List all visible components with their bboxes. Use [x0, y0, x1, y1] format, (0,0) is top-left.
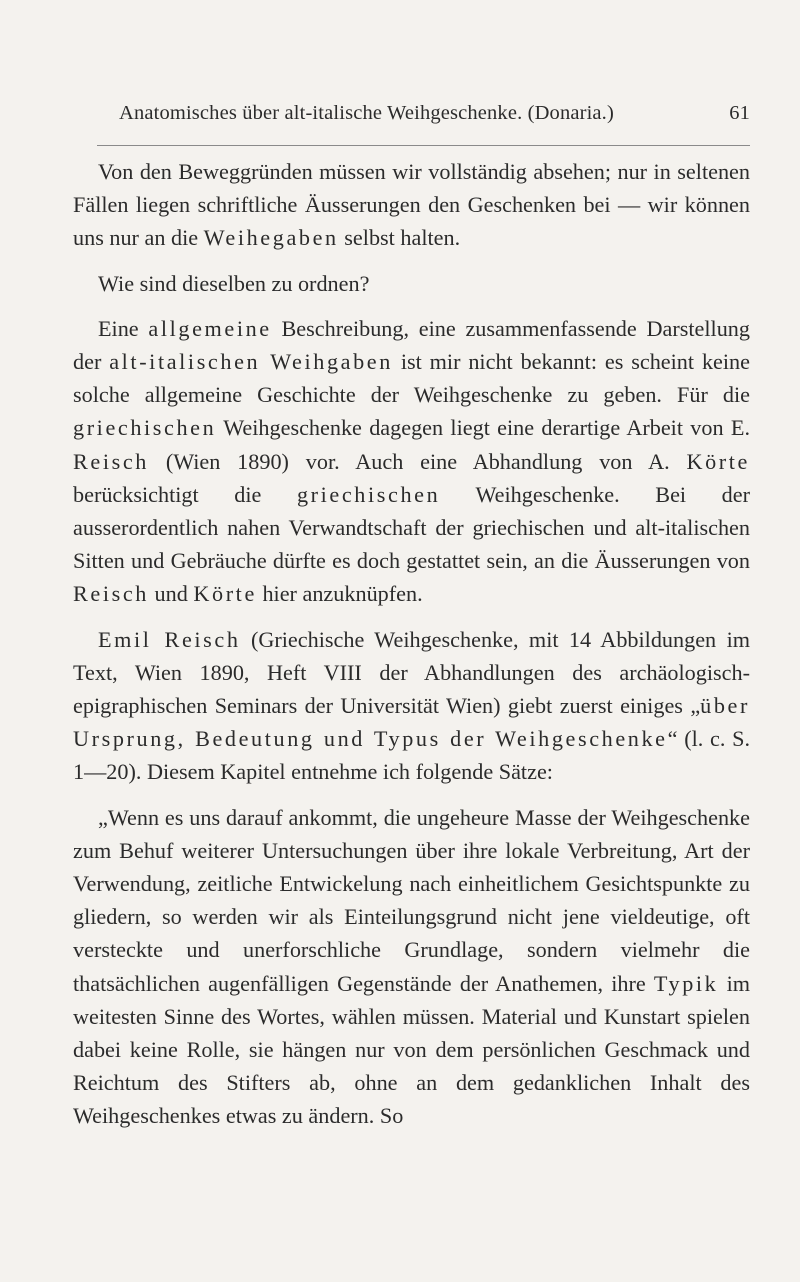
text-segment: und — [149, 581, 194, 607]
emphasized-text: Körte — [193, 581, 257, 607]
body-text — [73, 155, 750, 1133]
paragraph — [73, 312, 750, 611]
emphasized-text: Typik — [653, 970, 719, 996]
emphasized-text: alt-italischen Weihgaben — [109, 349, 393, 375]
paragraph — [73, 801, 750, 1133]
paragraph — [73, 155, 750, 255]
text-segment: hier anzuknüpfen. — [256, 581, 423, 607]
text-segment: (Wien 1890) vor. Auch eine Abhandlung von A. — [149, 448, 687, 474]
text-segment: Weihgeschenke dagegen liegt eine derartige Arbeit von E. — [216, 415, 750, 441]
text-segment: im weitesten Sinne des Wortes, wählen müssen. Material und Kunstart spielen dabei keine Rolle, sie hängen nur von dem persönlichen Geschmack und Reichtum des Stifters ab, ohne an dem gedanklichen Inhalt des Weihgeschenkes etwas zu ändern. So — [73, 970, 750, 1129]
emphasized-text: Emil Reisch — [98, 626, 241, 652]
paragraph — [73, 623, 750, 789]
text-segment: Beschreibung, eine zusammenfassende Darstellung der — [73, 315, 750, 375]
text-segment: berücksichtigt die — [73, 481, 297, 507]
emphasized-text: allgemeine — [148, 315, 272, 341]
running-head-title: Anatomisches über alt-italische Weihgeschenke. (Donaria.) — [119, 102, 614, 124]
text-segment: Eine — [98, 315, 149, 341]
emphasized-text: über Ursprung, Bedeutung und Typus der Weihgeschenke — [73, 693, 750, 752]
text-segment: ist mir nicht bekannt: es scheint keine solche allgemeine Geschichte der Weihgeschenke zu geben. Für die — [73, 349, 750, 408]
paragraph — [73, 267, 750, 300]
emphasized-text: griechischen — [296, 481, 441, 507]
text-segment: „Wenn es uns darauf ankommt, die ungeheure Masse der Weihgeschenke zum Behuf weiterer Untersuchungen über ihre lokale Verbreitung, Art der Verwendung, zeitliche Entwickelung nach einheitlichem Gesichtspunkte zu gliedern, so werden wir als Einteilungsgrund nicht jene vieldeutige, oft versteckte und unerforschliche Grundlage, sondern vielmehr die thatsächlichen augenfälligen Gegenstände der Anathemen, ihre — [73, 804, 750, 996]
emphasized-text: Reisch — [73, 448, 149, 474]
text-segment: Weihgeschenke. Bei der ausserordentlich nahen Verwandtschaft der griechischen und alt-italischen Sitten und Gebräuche dürfte es doch gestattet sein, an die Äusserungen von — [73, 481, 750, 574]
text-segment: (Griechische Weihgeschenke, mit 14 Abbildungen im Text, Wien 1890, Heft VIII der Abhandlungen des archäologisch-epigraphischen Seminars der Universität Wien) giebt zuerst einiges „ — [73, 626, 750, 719]
emphasized-text: Reisch — [73, 581, 149, 607]
text-segment: Wie sind dieselben zu ordnen? — [98, 270, 370, 296]
text-segment: “ (l. c. S. 1—20). Diesem Kapitel entnehme ich folgende Sätze: — [73, 726, 750, 785]
emphasized-text: Weihegaben — [203, 225, 339, 251]
text-segment: selbst halten. — [338, 225, 461, 251]
emphasized-text: griechischen — [73, 415, 217, 441]
page-number: 61 — [729, 102, 750, 124]
running-head — [97, 102, 750, 132]
header-rule — [97, 145, 750, 146]
text-segment: Von den Beweggründen müssen wir vollständig absehen; nur in seltenen Fällen liegen schriftliche Äusserungen den Geschenken bei — wir können uns nur an die — [73, 159, 750, 251]
emphasized-text: Körte — [686, 448, 750, 474]
